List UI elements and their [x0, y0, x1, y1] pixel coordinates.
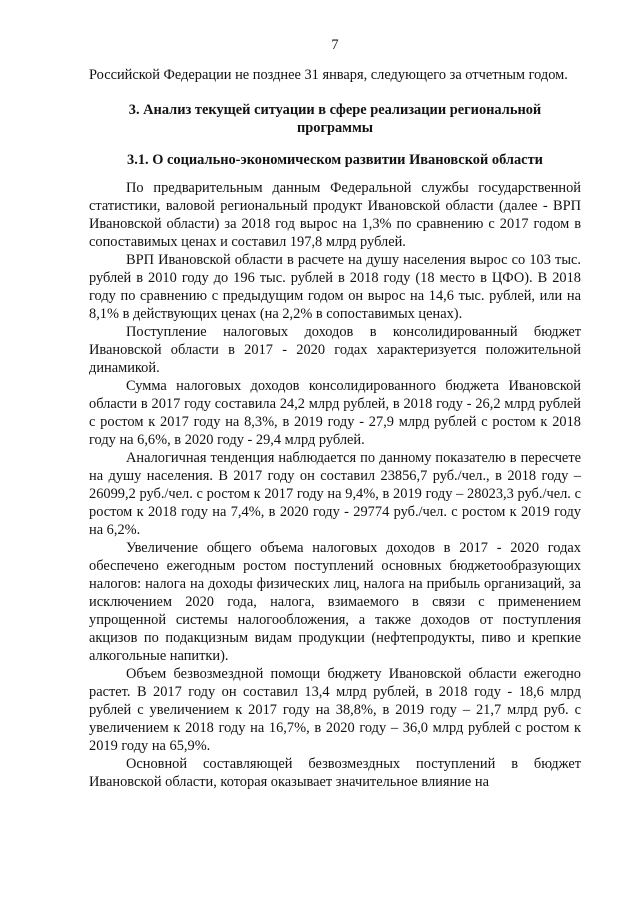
subsection-heading: 3.1. О социально-экономическом развитии Ивановской области	[127, 152, 543, 168]
document-page	[89, 36, 581, 791]
intro-paragraph: Российской Федерации не позднее 31 января, следующего за отчетным годом.	[89, 67, 568, 83]
paragraph-tax-growth-sources: Увеличение общего объема налоговых доходов в 2017 - 2020 годах обеспечено ежегодным ростом поступлений основных бюджетообразующих налогов: налога на доходы физических лиц, налога на прибыль организаций, за исключением 2020 года, налога, взимаемого в связи с применением упрощенной системы налогообложения, а также доходов от поступления акцизов по подакцизным видам продукции (нефтепродукты, пиво и крепкие алкогольные напитки).	[89, 540, 581, 664]
paragraph-grp-per-capita: ВРП Ивановской области в расчете на душу населения вырос со 103 тыс. рублей в 2010 году до 196 тыс. рублей в 2018 году (18 место в ЦФО). В 2018 году по сравнению с предыдущим годом он вырос на 14,6 тыс. рублей, или на 8,1% в действующих ценах (на 2,2% в сопоставимых ценах).	[89, 252, 581, 322]
paragraph-grants-structure: Основной составляющей безвозмездных поступлений в бюджет Ивановской области, которая оказывает значительное влияние на	[89, 756, 581, 790]
page-number: 7	[331, 37, 339, 53]
paragraph-grp: По предварительным данным Федеральной службы государственной статистики, валовой региональный продукт Ивановской области (далее - ВРП Ивановской области) за 2018 год вырос на 1,3% по сравнению с 2017 годом в сопоставимых ценах и составил 197,8 млрд рублей.	[89, 180, 581, 250]
paragraph-tax-per-capita: Аналогичная тенденция наблюдается по данному показателю в пересчете на душу населения. В 2017 году он составил 23856,7 руб./чел., в 2018 году – 26099,2 руб./чел. с ростом к 2017 году на 9,4%, в 2019 году – 28023,3 руб./чел. с ростом к 2018 году на 7,4%, в 2020 году - 29774 руб./чел. с ростом к 2019 году на 6,2%.	[89, 450, 581, 538]
section-heading: 3. Анализ текущей ситуации в сфере реализации региональной программы	[128, 102, 542, 136]
paragraph-tax-revenue-sum: Сумма налоговых доходов консолидированного бюджета Ивановской области в 2017 году составила 24,2 млрд рублей, в 2018 году - 26,2 млрд рублей с ростом к 2017 году на 8,3%, в 2019 году - 27,9 млрд рублей с ростом к 2018 году на 6,6%, в 2020 году - 29,4 млрд рублей.	[89, 378, 581, 448]
paragraph-tax-revenue-dynamics: Поступление налоговых доходов в консолидированный бюджет Ивановской области в 2017 - 2020 годах характеризуется положительной динамикой.	[89, 324, 581, 376]
paragraph-grants-volume: Объем безвозмездной помощи бюджету Ивановской области ежегодно растет. В 2017 году он составил 13,4 млрд рублей, в 2018 году - 18,6 млрд рублей с увеличением к 2017 году на 38,8%, в 2019 году – 21,7 млрд руб. с увеличением к 2018 году на 16,7%, в 2020 году – 36,0 млрд рублей с ростом к 2019 году на 65,9%.	[89, 666, 581, 754]
